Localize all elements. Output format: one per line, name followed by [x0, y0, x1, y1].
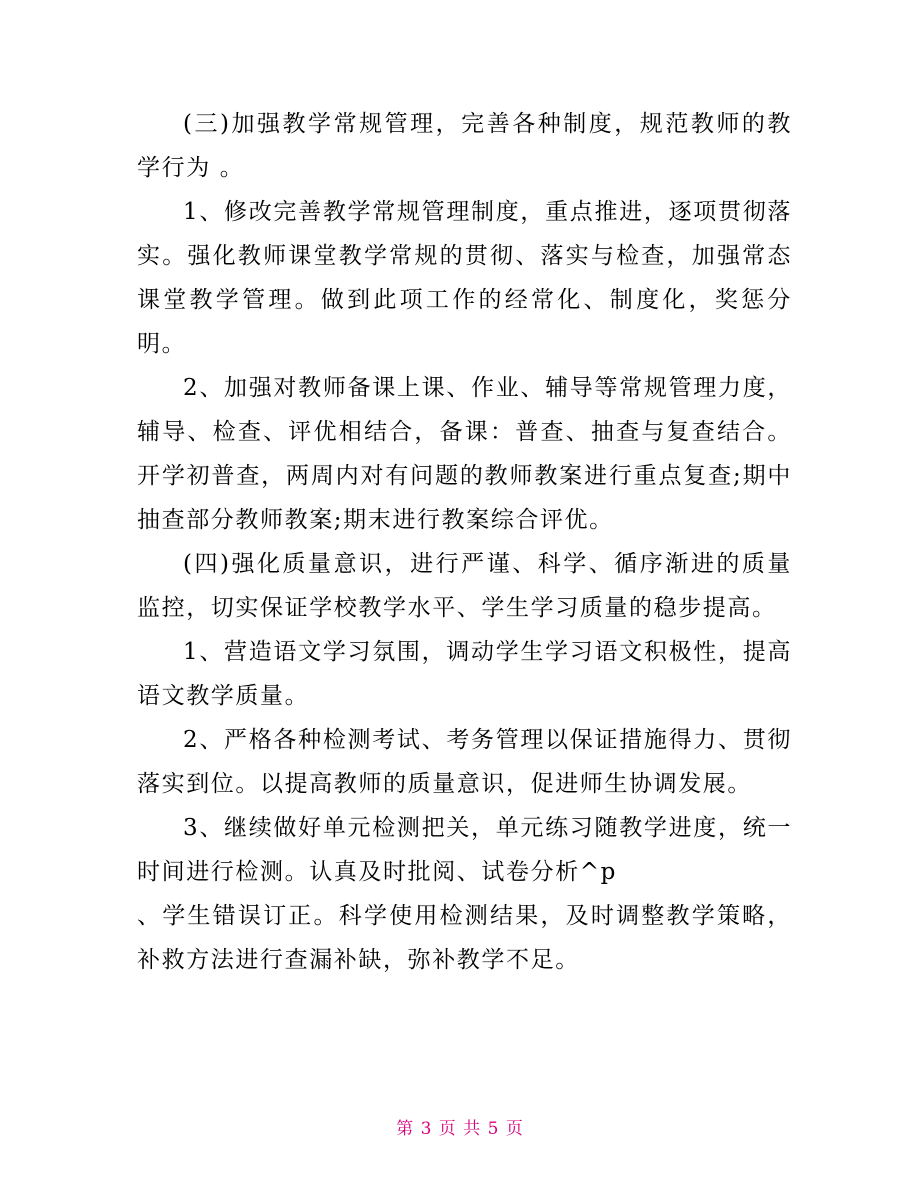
- paragraph-item-1: 1、修改完善教学常规管理制度，重点推进，逐项贯彻落实。强化教师课堂教学常规的贯彻、落实与检查，加强常态课堂教学管理。做到此项工作的经常化、制度化，奖惩分明。: [137, 199, 792, 357]
- document-body: [137, 102, 792, 982]
- paragraph-item-1b: 1、营造语文学习氛围，调动学生学习语文积极性，提高语文教学质量。: [137, 639, 792, 709]
- page-footer: [0, 1114, 920, 1139]
- paragraph-item-2b: 2、严格各种检测考试、考务管理以保证措施得力、贯彻落实到位。以提高教师的质量意识，促进师生协调发展。: [137, 727, 792, 797]
- section-heading-3: (三)加强教学常规管理，完善各种制度，规范教师的教学行为 。: [137, 111, 792, 181]
- paragraph-item-2: 2、加强对教师备课上课、作业、辅导等常规管理力度，辅导、检查、评优相结合，备课：普查、抽查与复查结合。开学初普查，两周内对有问题的教师教案进行重点复查;期中抽查部分教师教案;期末进行教案综合评优。: [137, 375, 792, 533]
- page-number: 第 3 页 共 5 页: [396, 1119, 524, 1139]
- section-heading-4: (四)强化质量意识，进行严谨、科学、循序渐进的质量监控，切实保证学校教学水平、学生学习质量的稳步提高。: [137, 551, 792, 621]
- paragraph-continuation: 、学生错误订正。科学使用检测结果，及时调整教学策略，补救方法进行查漏补缺，弥补教学不足。: [137, 903, 792, 973]
- paragraph-item-3: 3、继续做好单元检测把关，单元练习随教学进度，统一时间进行检测。认真及时批阅、试卷分析^p: [137, 815, 792, 885]
